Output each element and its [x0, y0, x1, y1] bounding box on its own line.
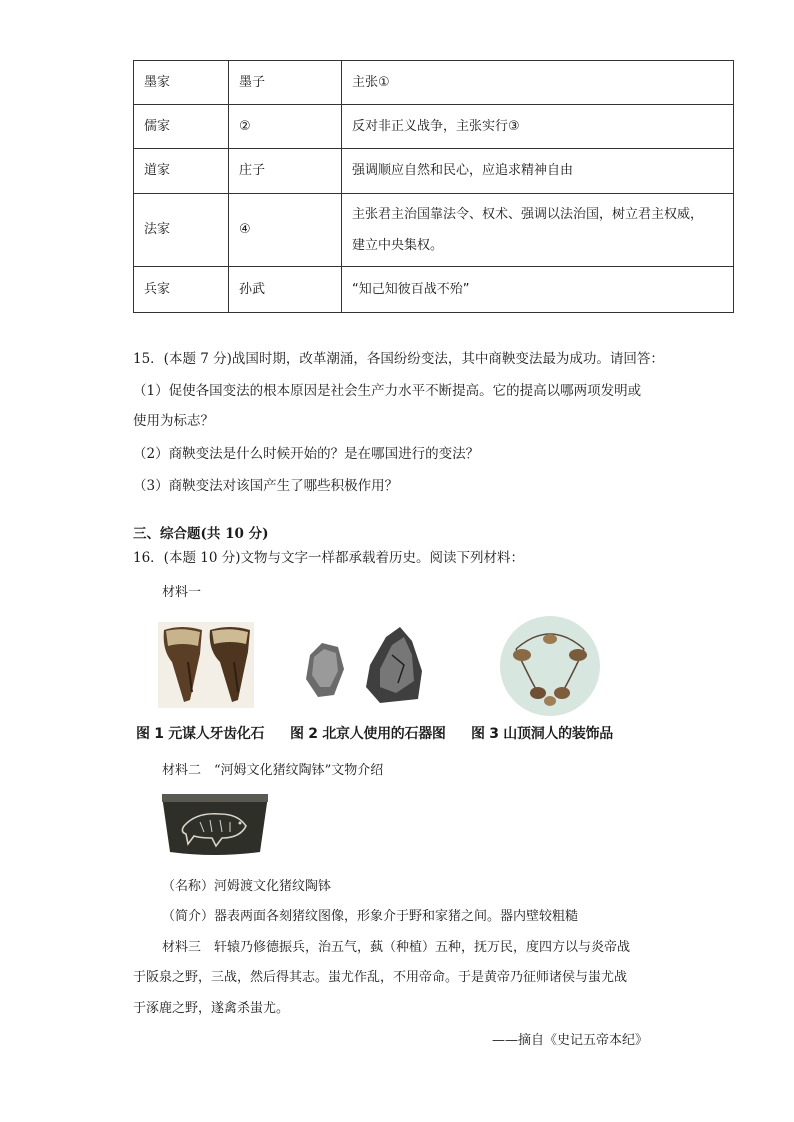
table-row — [134, 194, 734, 267]
section-title: 三、综合题(共 10 分) — [133, 526, 269, 542]
fig3-caption: 图 3 山顶洞人的装饰品 — [471, 726, 613, 742]
pottery-bowl-image — [160, 792, 270, 858]
table-row — [134, 61, 734, 105]
table-cell-content-line: 主张君主治国靠法令、权术、强调以法治国，树立君主权威， — [352, 207, 704, 222]
table-cell-person: 孙武 — [229, 267, 342, 313]
table-cell-person: 庄子 — [229, 149, 342, 194]
table-cell-person: ② — [229, 105, 342, 149]
q15-sub1-line2: 使用为标志？ — [133, 413, 214, 429]
table-cell-person: ④ — [229, 194, 342, 267]
table-cell-school: 儒家 — [134, 105, 229, 149]
fig1-caption: 图 1 元谋人牙齿化石 — [136, 726, 265, 742]
artifact-name: （名称）河姆渡文化猪纹陶钵 — [162, 879, 332, 894]
fig2-caption: 图 2 北京人使用的石器图 — [290, 726, 446, 742]
table-cell-school: 道家 — [134, 149, 229, 194]
table-cell-school: 墨家 — [134, 61, 229, 105]
table-cell-content: “知己知彼百战不殆” — [342, 267, 734, 313]
table-cell-content: 强调顺应自然和民心，应追求精神自由 — [342, 149, 734, 194]
material3-line: 材料三 轩辕乃修德振兵，治五气，蓺（种植）五种，抚万民，度四方以与炎帝战 — [162, 940, 631, 955]
q15-sub2: （2）商鞅变法是什么时候开始的？是在哪国进行的变法？ — [133, 446, 480, 462]
table-cell-school: 兵家 — [134, 267, 229, 313]
table-row — [134, 105, 734, 149]
q16-stem: 16．(本题 10 分)文物与文字一样都承载着历史。阅读下列材料： — [133, 550, 524, 566]
table-row — [134, 267, 734, 313]
table-row — [134, 149, 734, 194]
table-cell-content: 反对非正义战争，主张实行③ — [342, 105, 734, 149]
q15-sub1-line1: （1）促使各国变法的根本原因是社会生产力水平不断提高。它的提高以哪两项发明或 — [133, 383, 642, 399]
material1-label: 材料一 — [162, 585, 202, 600]
table-cell-content-line: 建立中央集权。 — [352, 238, 444, 253]
material2-label: 材料二 “河姆文化猪纹陶钵”文物介绍 — [162, 763, 384, 778]
artifact-intro: （简介）器表两面各刻猪纹图像，形象介于野和家猪之间。器内壁较粗糙 — [162, 909, 579, 924]
ornaments-image — [498, 615, 602, 717]
material3-line: 于涿鹿之野，遂禽杀蚩尤。 — [133, 1001, 290, 1016]
schools-table — [133, 60, 734, 313]
table-cell-content: 主张① — [342, 61, 734, 105]
material3-line: 于阪泉之野，三战，然后得其志。蚩尤作乱，不用帝命。于是黄帝乃征师诸侯与蚩尤战 — [133, 970, 628, 985]
table-cell-school: 法家 — [134, 194, 229, 267]
q15-stem: 15．(本题 7 分)战国时期，改革潮涌，各国纷纷变法，其中商鞅变法最为成功。请回答： — [133, 351, 664, 367]
material3-source: ——摘自《史记五帝本纪》 — [492, 1033, 649, 1048]
table-cell-person: 墨子 — [229, 61, 342, 105]
teeth-fossil-image — [158, 622, 254, 708]
stone-tools-image — [300, 625, 442, 705]
table-cell-content — [342, 194, 734, 267]
q15-sub3: （3）商鞅变法对该国产生了哪些积极作用？ — [133, 478, 399, 494]
